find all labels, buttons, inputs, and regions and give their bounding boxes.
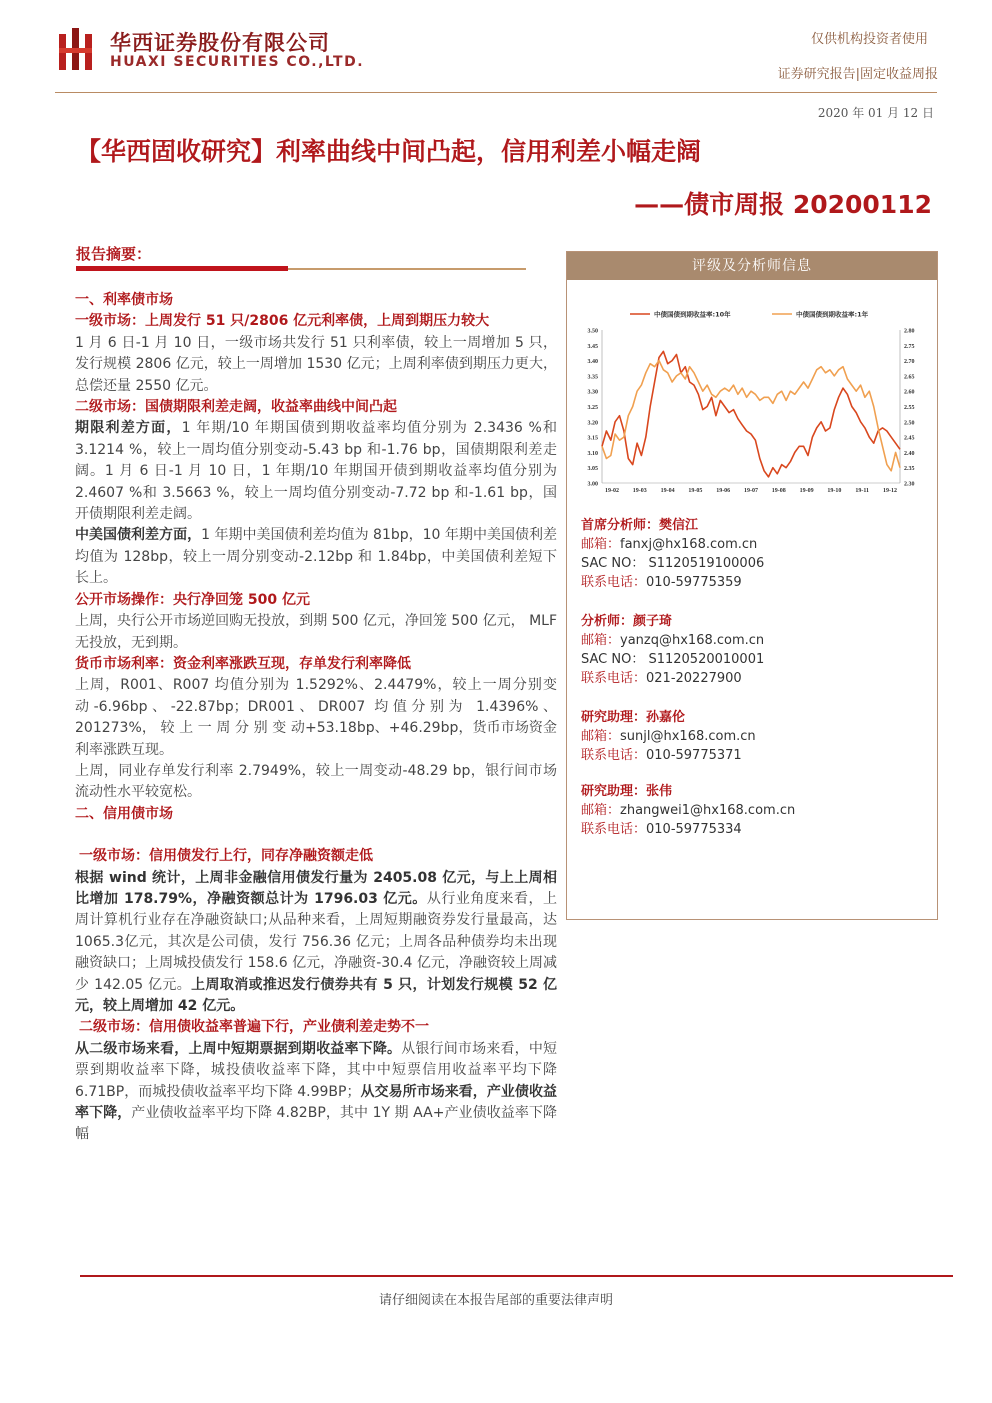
subheading: 公开市场操作：央行净回笼 500 亿元 — [75, 591, 310, 608]
x-tick-label: 19-05 — [688, 488, 703, 494]
y-tick-label-right: 2.60 — [904, 389, 915, 396]
summary-underline-tan — [288, 268, 526, 270]
email-label: 邮箱： — [581, 803, 621, 818]
paragraph — [75, 868, 557, 1018]
footer-divider — [80, 1275, 953, 1277]
audience-note: 仅供机构投资者使用 — [810, 32, 928, 47]
analyst-phone-line — [581, 573, 921, 592]
email-label: 邮箱： — [581, 537, 621, 552]
y-tick-label-right: 2.35 — [904, 466, 915, 473]
company-name-cn: 华西证券股份有限公司 — [110, 31, 330, 55]
analyst-phone: 021-20227900 — [646, 671, 742, 686]
paragraph: 1 月 6 日-1 月 10 日，一级市场共发行 51 只利率债，较上一周增加 5 只，发行规模 2806 亿元，较上一周增加 1530 亿元；上周利率债到期压力更大，总偿还量 2550 亿元。 — [75, 334, 557, 394]
paragraph — [75, 1039, 557, 1146]
summary-underline-red — [76, 266, 288, 271]
subheading: 二级市场：国债期限利差走阔，收益率曲线中间凸起 — [75, 399, 397, 416]
subheading: 一级市场：上周发行 51 只/2806 亿元利率债，上周到期压力较大 — [75, 313, 490, 330]
analyst-sac: SAC NO： S1120519100006 — [581, 556, 765, 571]
body-text: 1 年期中美国债利差均值为 81bp，10 年期中美国债利差均值为 128bp，较上一周分别变动-2.12bp 和 1.84bp，中美国债利差短下长上。 — [75, 527, 557, 587]
panel-title: 评级及分析师信息 — [567, 252, 937, 280]
y-tick-label-left: 3.35 — [587, 374, 598, 381]
report-subtitle: ——债市周报 20200112 — [634, 190, 932, 219]
analyst-sac: SAC NO： S1120520010001 — [581, 652, 765, 667]
report-title: 【华西固收研究】利率曲线中间凸起，信用利差小幅走阔 — [76, 137, 702, 166]
y-tick-label-left: 3.00 — [587, 481, 598, 488]
email-label: 邮箱： — [581, 633, 621, 648]
paragraph — [75, 525, 557, 589]
y-tick-label-right: 2.50 — [904, 420, 915, 427]
report-date: 2020 年 01 月 12 日 — [817, 106, 934, 120]
y-tick-label-right: 2.70 — [904, 359, 915, 366]
lead-text: 中美国债利差方面， — [75, 527, 202, 544]
y-tick-label-right: 2.80 — [904, 328, 915, 335]
analyst-phone-line — [581, 669, 921, 688]
report-category: 证券研究报告|固定收益周报 — [777, 67, 938, 82]
body-text: 产业债收益率平均下降 4.82BP，其中 1Y 期 AA+产业债收益率下降幅 — [75, 1105, 557, 1143]
y-tick-label-right: 2.75 — [904, 343, 915, 350]
phone-label: 联系电话： — [581, 575, 647, 590]
phone-label: 联系电话： — [581, 671, 647, 686]
analyst-phone: 010-59775334 — [646, 822, 742, 837]
y-tick-label-right: 2.40 — [904, 450, 915, 457]
body-text: 从行业角度来看，上周计算机行业存在净融资缺口;从品种来看，上周短期融资券发行量最高，达 1065.3亿元，其次是公司债，发行 756.36 亿元；上周各品种债券均未出现融资缺口；上周城投债发行 158.6 亿元，净融资-30.4 亿元，净融资较上周减少 142.05 亿元。 — [75, 890, 557, 993]
analyst-block — [581, 782, 921, 839]
x-tick-label: 19-07 — [744, 488, 758, 494]
legend-label: 中债国债到期收益率:1年 — [796, 310, 869, 319]
body-text: 1 年期/10 年期国债到期收益率均值分别为 2.3436 %和 3.1214 %，较上一周均值分别变动-5.43 bp 和-1.76 bp，国债期限利差走阔。1 月 6 日-1 月 10 日，1 年期/10 年期国开债到期收益率均值分别为 2.4607 %和 3.5663 %，较上一周均值分别变动-7.72 bp 和-1.61 bp，国开债期限利差走阔。 — [75, 420, 558, 523]
yield-chart — [570, 300, 934, 500]
paragraph: 上周，同业存单发行利率 2.7949%，较上一周变动-48.29 bp，银行间市场流动性水平较宽松。 — [75, 762, 557, 801]
analyst-email[interactable]: zhangwei1@hx168.com.cn — [620, 803, 796, 818]
summary-label: 报告摘要： — [76, 245, 152, 263]
subheading: 一级市场：信用债发行上行，同存净融资额走低 — [79, 848, 373, 865]
huaxi-logo-icon — [58, 26, 98, 72]
analyst-email[interactable]: sunjl@hx168.com.cn — [620, 729, 756, 744]
y-tick-label-right: 2.55 — [904, 405, 915, 411]
x-tick-label: 19-06 — [716, 488, 731, 494]
analyst-name: 首席分析师：樊信江 — [581, 518, 699, 533]
analyst-block — [581, 612, 921, 688]
subheading: 货币市场利率：资金利率涨跌互现，存单发行利率降低 — [75, 655, 411, 672]
x-tick-label: 19-04 — [660, 488, 675, 494]
analyst-name: 分析师：颜子琦 — [581, 614, 673, 629]
y-tick-label-left: 3.20 — [587, 420, 598, 427]
analyst-block — [581, 516, 921, 592]
analyst-phone-line — [581, 746, 921, 765]
lead-text: 上周取消或推迟发行债券共有 5 只，计划发行规模 52 亿元，较上周增加 42 亿元。 — [75, 976, 557, 1014]
lead-text: 期限利差方面， — [75, 420, 182, 437]
paragraph: 上周，R001、R007 均值分别为 1.5292%、2.4479%，较上一周分别变动-6.96bp、-22.87bp；DR001、DR007 均值分别为 1.4396%、201273%， 较 上 一 周 分 别 变 动+53.18bp、+46.29bp，货币市场资金利率涨跌互现。 — [75, 677, 557, 758]
analyst-email[interactable]: yanzq@hx168.com.cn — [620, 633, 765, 648]
analyst-name: 研究助理：孙嘉伦 — [581, 710, 686, 725]
phone-label: 联系电话： — [581, 748, 647, 763]
body-text: 从银行间市场来看，中短票到期收益率下降，城投债收益率下降，其中中短票信用收益率平均下降 6.71BP，而城投债收益率平均下降 4.99BP； — [75, 1040, 558, 1100]
lead-text: 从二级市场来看，上周中短期票据到期收益率下降。 — [75, 1040, 402, 1057]
y-tick-label-left: 3.15 — [587, 435, 598, 442]
x-tick-label: 19-12 — [883, 488, 897, 494]
x-tick-label: 19-02 — [605, 488, 619, 494]
company-name-en: HUAXI SECURITIES CO.,LTD. — [110, 54, 365, 70]
y-tick-label-left: 3.05 — [587, 466, 598, 473]
x-tick-label: 19-09 — [799, 488, 814, 494]
analyst-name: 研究助理：张伟 — [581, 784, 673, 799]
series-line — [602, 361, 900, 471]
x-tick-label: 19-10 — [827, 488, 842, 494]
header-divider — [55, 92, 937, 93]
paragraph — [75, 418, 557, 525]
analyst-email-line — [581, 801, 921, 820]
phone-label: 联系电话： — [581, 822, 647, 837]
y-tick-label-left: 3.40 — [587, 359, 598, 366]
y-tick-label-left: 3.45 — [587, 343, 598, 350]
analyst-email[interactable]: fanxj@hx168.com.cn — [620, 537, 758, 552]
y-tick-label-left: 3.50 — [587, 328, 598, 335]
x-tick-label: 19-11 — [855, 488, 870, 494]
x-tick-label: 19-08 — [771, 488, 786, 494]
lead-text: 从交易所市场来看，产业债收益率下降， — [75, 1083, 558, 1122]
y-tick-label-left: 3.10 — [587, 450, 598, 457]
y-tick-label-right: 2.65 — [904, 374, 915, 381]
y-tick-label-left: 3.30 — [587, 389, 598, 396]
email-label: 邮箱： — [581, 729, 621, 744]
summary-body — [75, 290, 557, 1146]
x-tick-label: 19-03 — [632, 488, 647, 494]
analyst-phone: 010-59775371 — [646, 748, 742, 763]
subheading: 二级市场：信用债收益率普遍下行，产业债利差走势不一 — [79, 1019, 429, 1036]
section-title: 一、利率债市场 — [75, 292, 173, 308]
legend-label: 中债国债到期收益率:10年 — [654, 310, 731, 319]
y-tick-label-right: 2.45 — [904, 435, 915, 442]
analyst-phone-line — [581, 820, 921, 839]
legal-notice: 请仔细阅读在本报告尾部的重要法律声明 — [378, 1293, 613, 1308]
paragraph: 上周，央行公开市场逆回购无投放，到期 500 亿元，净回笼 500 亿元， MLF 无投放，无到期。 — [75, 613, 557, 651]
section-title: 二、信用债市场 — [75, 805, 173, 822]
analyst-email-line — [581, 727, 921, 746]
y-tick-label-left: 3.25 — [587, 405, 598, 411]
lead-text: 根据 wind 统计，上周非金融信用债发行量为 2405.08 亿元，与上上周相比增加 178.79%，净融资额总计为 1796.03 亿元。 — [75, 869, 557, 907]
analyst-phone: 010-59775359 — [646, 575, 742, 590]
analyst-email-line — [581, 535, 921, 554]
analyst-block — [581, 708, 921, 765]
analyst-email-line — [581, 631, 921, 650]
y-tick-label-right: 2.30 — [904, 481, 915, 488]
